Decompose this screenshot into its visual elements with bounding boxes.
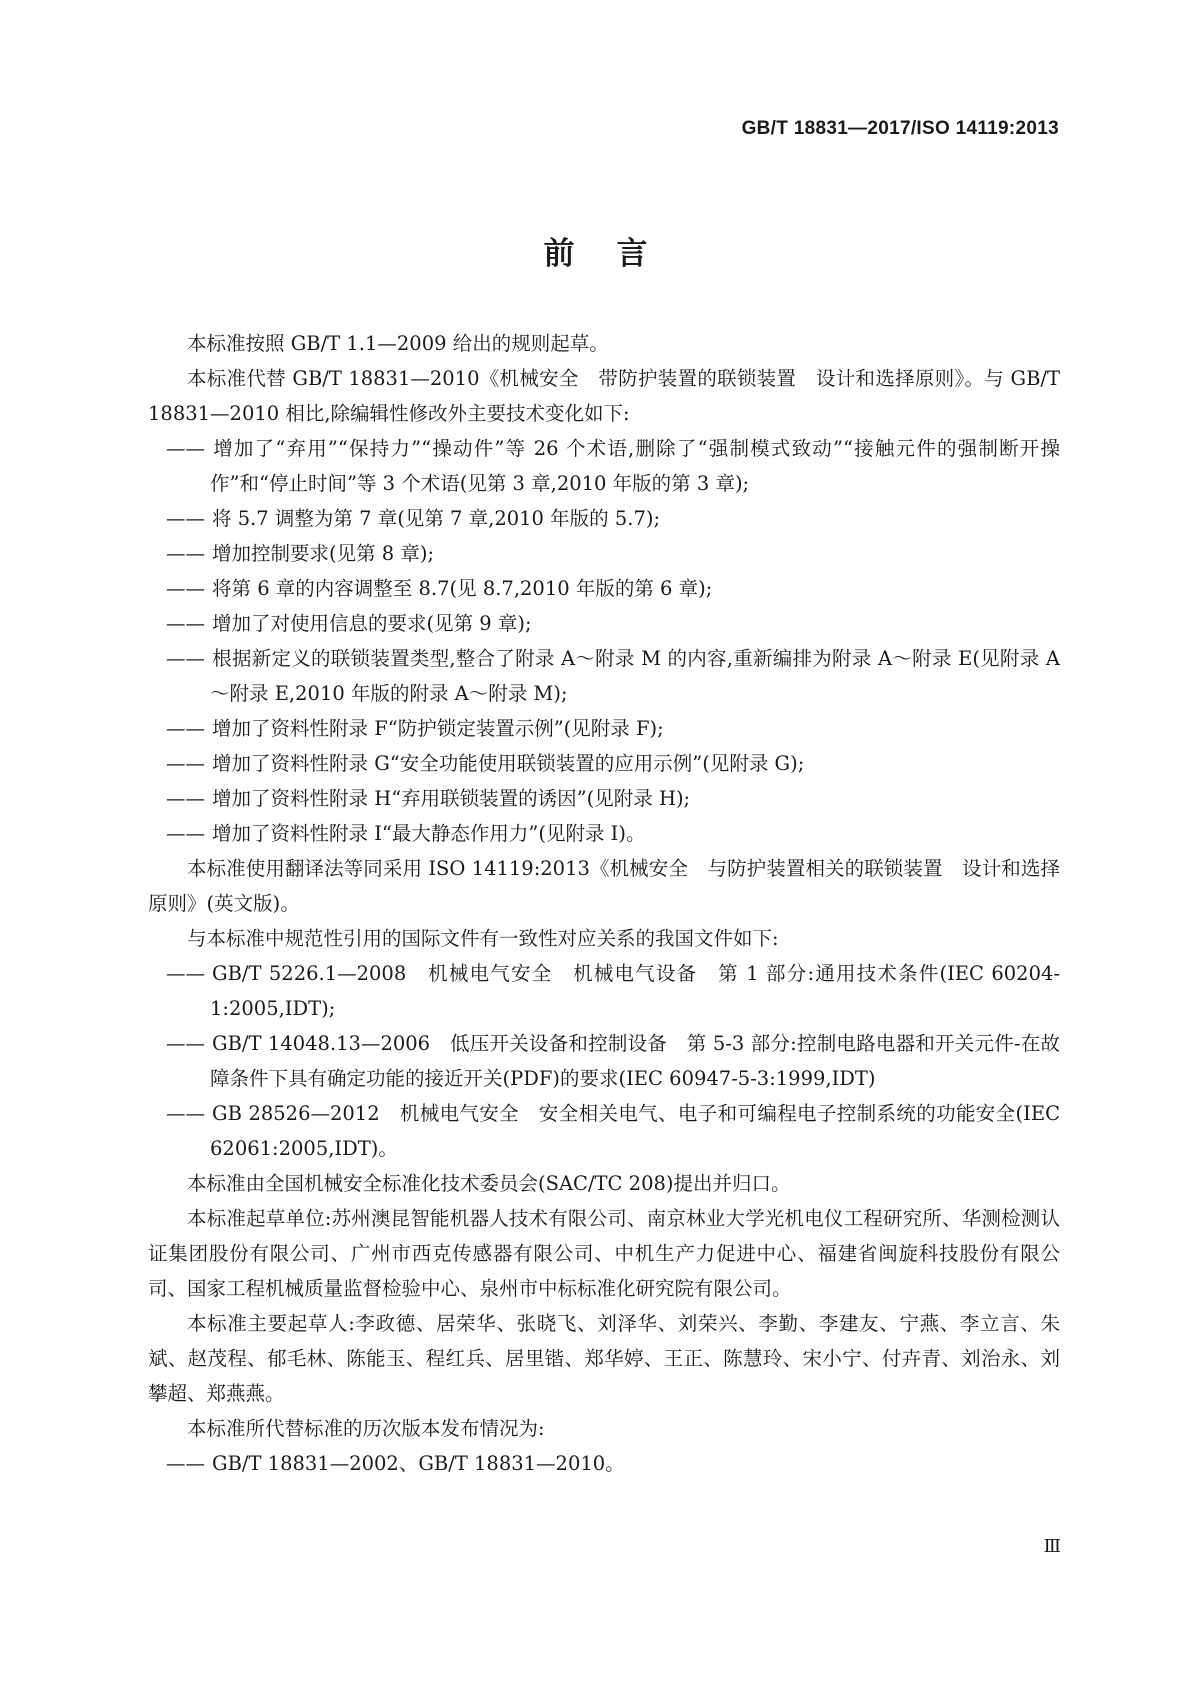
dash-mark: —— bbox=[166, 717, 205, 740]
paragraph-text: 将第 6 章的内容调整至 8.7(见 8.7,2010 年版的第 6 章); bbox=[212, 577, 713, 600]
dash-mark: —— bbox=[166, 1452, 205, 1475]
paragraph-text: 本标准所代替标准的历次版本发布情况为: bbox=[187, 1417, 545, 1440]
list-item bbox=[148, 606, 1060, 641]
paragraph bbox=[148, 361, 1060, 431]
paragraph-text: 本标准由全国机械安全标准化技术委员会(SAC/TC 208)提出并归口。 bbox=[187, 1172, 791, 1195]
paragraph-text: 与本标准中规范性引用的国际文件有一致性对应关系的我国文件如下: bbox=[187, 927, 779, 950]
paragraph bbox=[148, 1411, 1060, 1446]
paragraph-text: 本标准起草单位:苏州澳昆智能机器人技术有限公司、南京林业大学光机电仪工程研究所、华测检测认证集团股份有限公司、广州市西克传感器有限公司、中机生产力促进中心、福建省闽旋科技股份有限公司、国家工程机械质量监督检验中心、泉州市中标标准化研究院有限公司。 bbox=[148, 1207, 1060, 1300]
paragraph-text: 本标准主要起草人:李政德、居荣华、张晓飞、刘泽华、刘荣兴、李勤、李建友、宁燕、李立言、朱斌、赵茂程、郁毛林、陈能玉、程红兵、居里锴、郑华婷、王正、陈慧玲、宋小宁、付卉青、刘治永、刘攀超、郑燕燕。 bbox=[148, 1312, 1060, 1405]
list-item bbox=[148, 431, 1060, 501]
list-item bbox=[148, 501, 1060, 536]
list-item bbox=[148, 536, 1060, 571]
list-item bbox=[148, 816, 1060, 851]
list-item bbox=[148, 956, 1060, 1026]
paragraph bbox=[148, 1166, 1060, 1201]
list-item bbox=[148, 1096, 1060, 1166]
paragraph bbox=[148, 921, 1060, 956]
preface-body bbox=[148, 326, 1060, 1481]
paragraph-text: 增加了资料性附录 I“最大静态作用力”(见附录 I)。 bbox=[212, 822, 646, 845]
paragraph-text: GB/T 18831—2002、GB/T 18831—2010。 bbox=[212, 1452, 625, 1475]
paragraph-text: 增加控制要求(见第 8 章); bbox=[212, 542, 435, 565]
list-item bbox=[148, 571, 1060, 606]
paragraph-text: 本标准使用翻译法等同采用 ISO 14119:2013《机械安全 与防护装置相关的联锁装置 设计和选择原则》(英文版)。 bbox=[148, 857, 1060, 915]
paragraph-text: 本标准代替 GB/T 18831—2010《机械安全 带防护装置的联锁装置 设计和选择原则》。与 GB/T 18831—2010 相比,除编辑性修改外主要技术变化如下: bbox=[148, 367, 1060, 425]
dash-mark: —— bbox=[166, 612, 205, 635]
dash-mark: —— bbox=[166, 787, 205, 810]
list-item bbox=[148, 1026, 1060, 1096]
paragraph-text: 根据新定义的联锁装置类型,整合了附录 A～附录 M 的内容,重新编排为附录 A～附录 E(见附录 A～附录 E,2010 年版的附录 A～附录 M); bbox=[210, 647, 1060, 705]
dash-mark: —— bbox=[166, 962, 205, 985]
list-item bbox=[148, 781, 1060, 816]
paragraph-text: 增加了“弃用”“保持力”“操动件”等 26 个术语,删除了“强制模式致动”“接触元件的强制断开操作”和“停止时间”等 3 个术语(见第 3 章,2010 年版的第 3 章); bbox=[210, 437, 1060, 495]
paragraph bbox=[148, 326, 1060, 361]
dash-mark: —— bbox=[166, 1102, 205, 1125]
list-item bbox=[148, 641, 1060, 711]
dash-mark: —— bbox=[166, 647, 205, 670]
dash-mark: —— bbox=[166, 577, 205, 600]
dash-mark: —— bbox=[166, 542, 205, 565]
paragraph-text: 增加了资料性附录 G“安全功能使用联锁装置的应用示例”(见附录 G); bbox=[212, 752, 805, 775]
paragraph-text: 将 5.7 调整为第 7 章(见第 7 章,2010 年版的 5.7); bbox=[212, 507, 661, 530]
list-item bbox=[148, 746, 1060, 781]
paragraph-text: 增加了对使用信息的要求(见第 9 章); bbox=[212, 612, 532, 635]
dash-mark: —— bbox=[166, 437, 205, 460]
dash-mark: —— bbox=[166, 1032, 205, 1055]
list-item bbox=[148, 1446, 1060, 1481]
paragraph-text: 本标准按照 GB/T 1.1—2009 给出的规则起草。 bbox=[187, 332, 609, 355]
page-title: 前言 bbox=[543, 236, 690, 272]
paragraph-text: 增加了资料性附录 H“弃用联锁装置的诱因”(见附录 H); bbox=[212, 787, 691, 810]
dash-mark: —— bbox=[166, 507, 205, 530]
paragraph bbox=[148, 1306, 1060, 1411]
dash-mark: —— bbox=[166, 822, 205, 845]
list-item bbox=[148, 711, 1060, 746]
paragraph-text: GB/T 5226.1—2008 机械电气安全 机械电气设备 第 1 部分:通用技术条件(IEC 60204-1:2005,IDT); bbox=[210, 962, 1060, 1020]
page-number: Ⅲ bbox=[1043, 1536, 1061, 1557]
paragraph-text: GB/T 14048.13—2006 低压开关设备和控制设备 第 5-3 部分:控制电路电器和开关元件-在故障条件下具有确定功能的接近开关(PDF)的要求(IEC 60947-5-3:1999,IDT) bbox=[210, 1032, 1060, 1090]
paragraph-text: 增加了资料性附录 F“防护锁定装置示例”(见附录 F); bbox=[212, 717, 664, 740]
standard-code-header: GB/T 18831—2017/ISO 14119:2013 bbox=[741, 118, 1059, 139]
paragraph bbox=[148, 1201, 1060, 1306]
paragraph bbox=[148, 851, 1060, 921]
paragraph-text: GB 28526—2012 机械电气安全 安全相关电气、电子和可编程电子控制系统的功能安全(IEC 62061:2005,IDT)。 bbox=[210, 1102, 1060, 1160]
dash-mark: —— bbox=[166, 752, 205, 775]
